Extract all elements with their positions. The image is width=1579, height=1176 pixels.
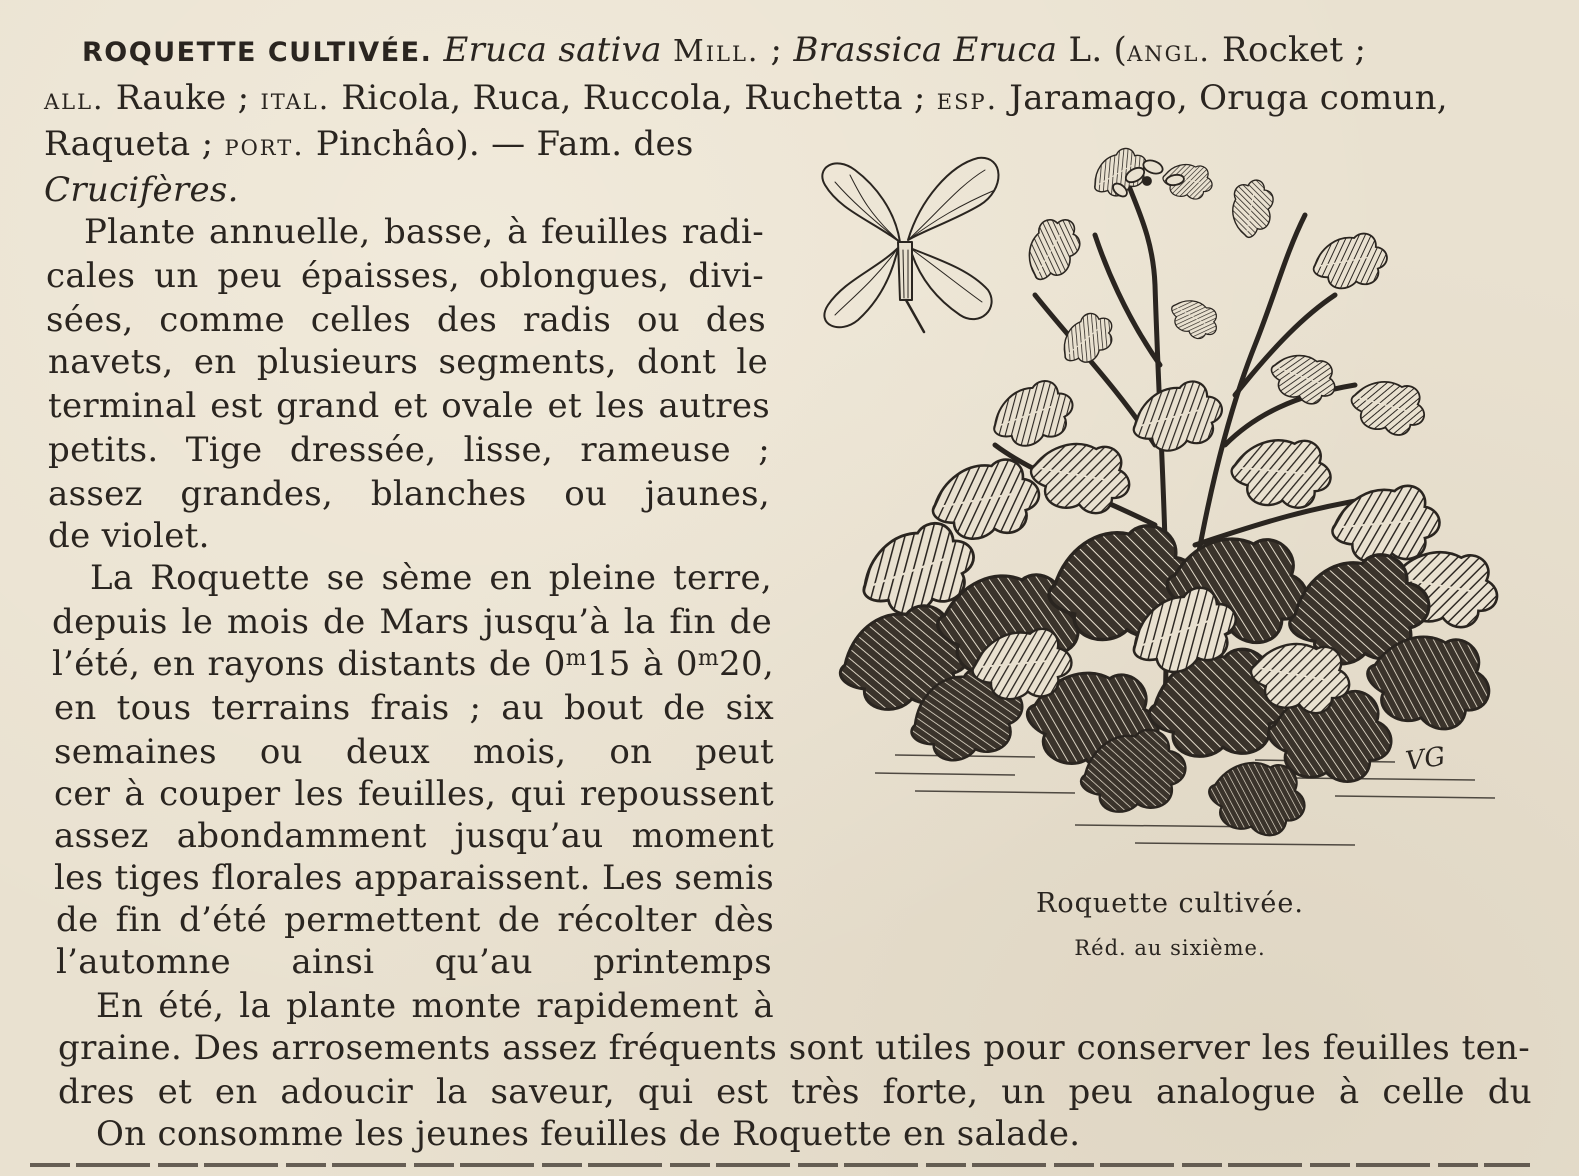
paragraph-line: en tous terrains frais ; au bout de six	[54, 688, 774, 728]
name-german: Rauke ;	[115, 78, 250, 118]
paragraph-line: cer à couper les feuilles, qui repoussent	[54, 774, 774, 814]
paragraph-line: Plante annuelle, basse, à feuilles radi-	[84, 212, 764, 252]
paragraph-line: En été, la plante monte rapidement à	[96, 986, 774, 1026]
paragraph-line: graine. Des arrosements assez fréquents sont utiles pour conserver les feuilles ten-	[58, 1028, 1530, 1068]
lang-abbrev-german: all.	[44, 82, 105, 117]
open-paren: (	[1102, 30, 1128, 70]
paragraph-line: depuis le mois de Mars jusqu’à la fin de	[52, 602, 772, 642]
figure-scale: Réd. au sixième.	[1074, 936, 1266, 960]
paragraph-line: l’automne ainsi qu’au printemps	[56, 942, 772, 982]
paragraph-line: La Roquette se sème en pleine terre,	[90, 558, 772, 598]
lang-abbrev-portuguese: port.	[224, 128, 305, 163]
paragraph-line: de violet.	[48, 516, 210, 556]
entry-heading-line-2	[44, 76, 1448, 122]
paragraph-line: dres et en adoucir la saveur, qui est très forte, un peu analogue à celle du	[58, 1072, 1532, 1112]
author-abbrev-2: L.	[1068, 30, 1103, 70]
figure-caption: Roquette cultivée.	[1036, 888, 1304, 919]
paragraph-line-with-measures: l’été, en rayons distants de 0$^m$15 à 0$^m$20,	[52, 644, 774, 684]
paragraph-line: navets, en plusieurs segments, dont le	[48, 342, 768, 382]
paragraph-line: On consomme les jeunes feuilles de Roquette en salade.	[96, 1114, 1081, 1154]
paragraph-line: de fin d’été permettent de récolter dès	[56, 900, 774, 940]
lang-abbrev-italian: ital.	[260, 82, 331, 117]
metre-sup: m	[697, 646, 720, 671]
paragraph-line: assez grandes, blanches ou jaunes,	[48, 474, 770, 514]
author-abbrev-1: Mill.	[673, 34, 760, 69]
roquette-plant-illustration	[835, 145, 1515, 855]
family-name: Crucifères.	[44, 170, 239, 210]
bottom-rule	[30, 1163, 1530, 1167]
separator: ;	[759, 30, 794, 70]
name-spanish: Jaramago, Oruga comun,	[1009, 78, 1448, 118]
paragraph-line: cales un peu épaisses, oblongues, divi-	[46, 256, 764, 296]
entry-title: ROQUETTE CULTIVÉE.	[82, 37, 433, 68]
paragraph-line: petits. Tige dressée, lisse, rameuse ;	[48, 430, 770, 470]
name-portuguese: Pinchâo). — Fam. des	[315, 124, 694, 164]
lang-abbrev-english: angl.	[1127, 34, 1211, 69]
paragraph-line: sées, comme celles des radis ou des	[46, 300, 766, 340]
paragraph-line: terminal est grand et ovale et les autres	[48, 386, 770, 426]
scientific-name-2: Brassica Eruca	[793, 30, 1058, 70]
name-spanish-cont: Raqueta ;	[44, 124, 214, 164]
scientific-name-1: Eruca sativa	[443, 30, 662, 70]
paragraph-line: assez abondamment jusqu’au moment	[54, 816, 774, 856]
entry-heading-line-1	[82, 28, 1366, 75]
metre-sup: m	[565, 646, 587, 671]
paragraph-line: semaines ou deux mois, on peut	[54, 732, 774, 772]
name-english: Rocket ;	[1222, 30, 1367, 70]
paragraph-line: les tiges florales apparaissent. Les semis	[54, 858, 774, 898]
lang-abbrev-spanish: esp.	[936, 82, 999, 117]
engraver-signature: VG	[1403, 741, 1448, 777]
entry-heading-line-3	[44, 122, 694, 168]
name-italian: Ricola, Ruca, Ruccola, Ruchetta ;	[341, 78, 926, 118]
